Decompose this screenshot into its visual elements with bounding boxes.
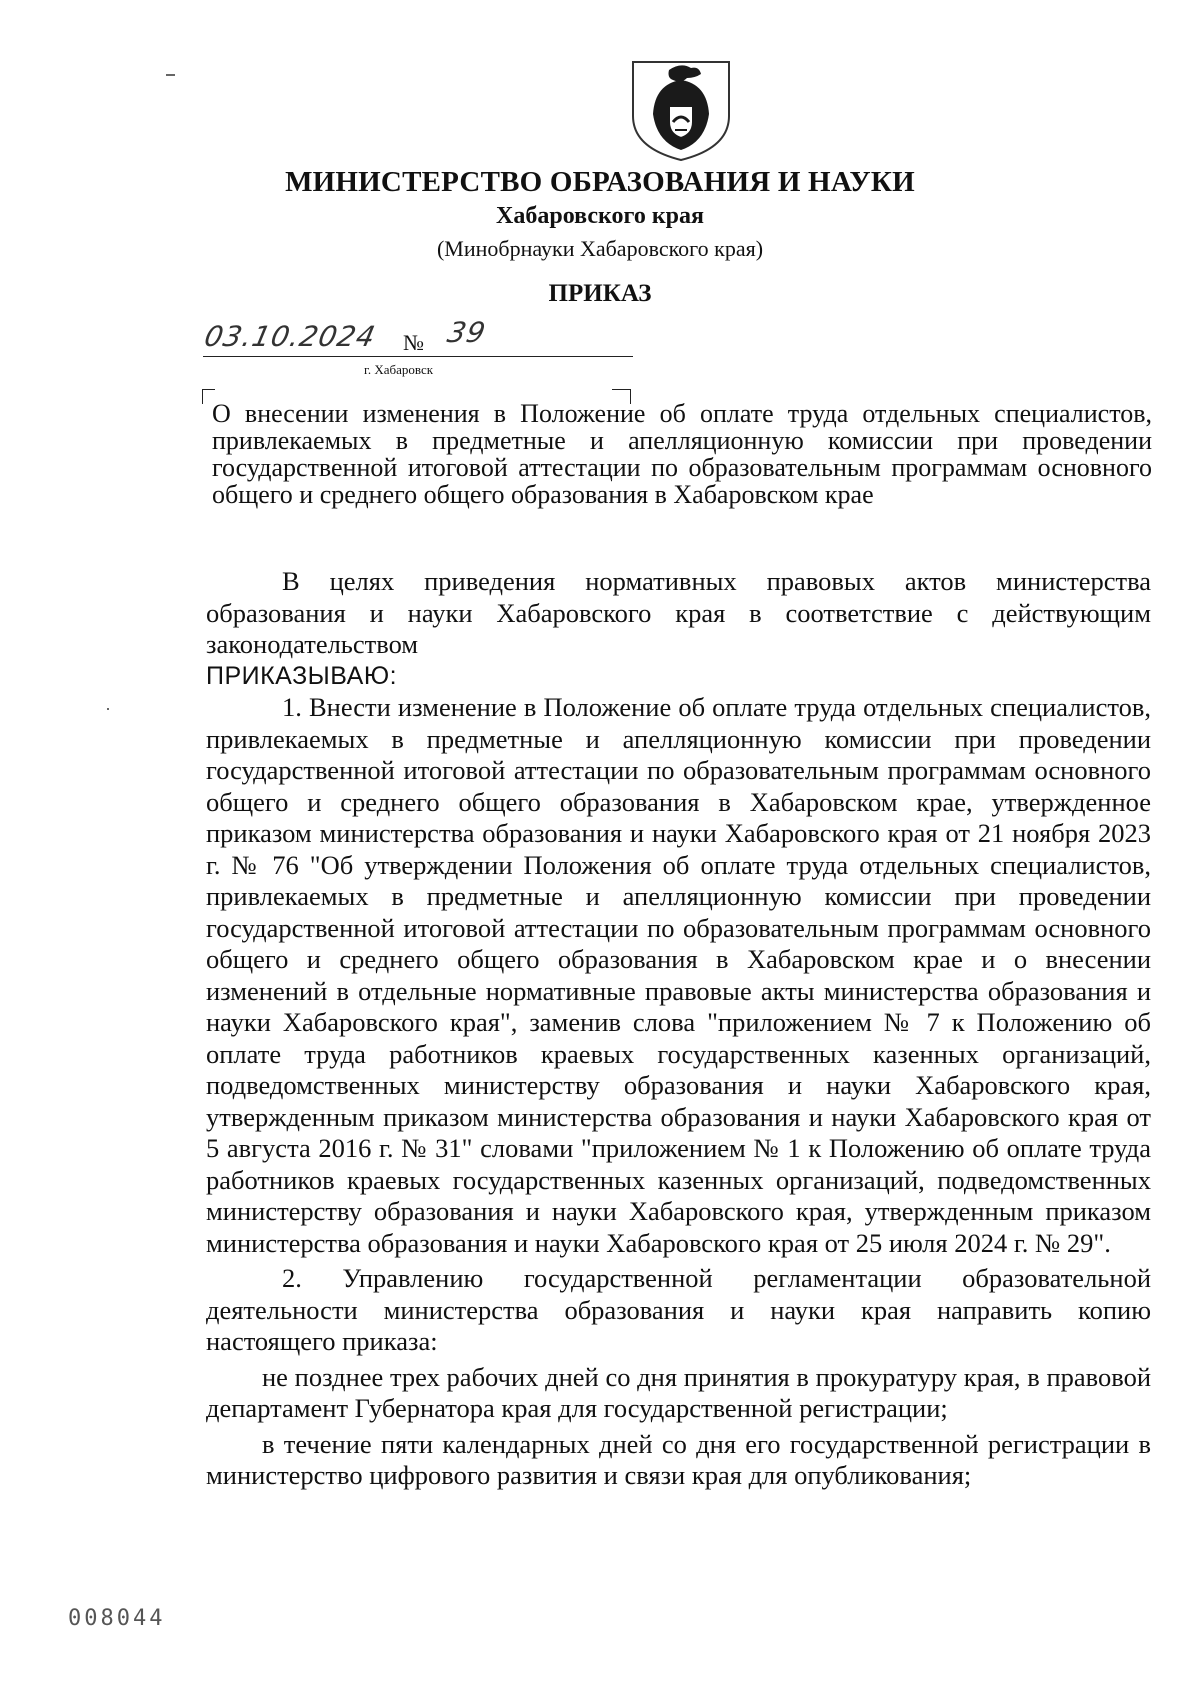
order-item-2-b: в течение пяти календарных дней со дня его государственной регистрации в министерство цифрового развития и связи края для опубликования;: [206, 1428, 1151, 1490]
scan-speck: [107, 708, 109, 710]
order-title: ПРИКАЗ: [548, 280, 652, 307]
order-number-label: №: [403, 330, 424, 355]
order-item-2-a: не позднее трех рабочих дней со дня принятия в прокуратуру края, в правовой департамент Губернатора края для государственной регистрации;: [206, 1361, 1151, 1423]
order-body: [206, 566, 1151, 1492]
scan-speck: [166, 74, 175, 76]
order-item-1: 1. Внести изменение в Положение об оплате труда отдельных специалистов, привлекаемых в предметные и апелляционную комиссии при проведении государственной итоговой аттестации по образовательным программам основного общего и среднего общего образования в Хабаровском крае, утвержденное приказом министерства образования и науки Хабаровского края от 21 ноября 2023 г. № 76 "Об утверждении Положения об оплате труда отдельных специалистов, привлекаемых в предметные и апелляционную комиссии при проведении государственной итоговой аттестации по образовательным программам основного общего и среднего общего образования в Хабаровском крае и о внесении изменений в отдельные нормативные правовые акты министерства образования и науки Хабаровского края", заменив слова "приложением № 7 к Положению об оплате труда работников краевых государственных казенных организаций, подведомственных министерству образования и науки Хабаровского края, утвержденным приказом министерства образования и науки Хабаровского края от 5 августа 2016 г. № 31" словами "приложением № 1 к Положению об оплате труда работников краевых государственных казенных организаций, подведомственных министерству образования и науки Хабаровского края, утвержденным приказом министерства образования и науки Хабаровского края от 25 июля 2024 г. № 29".: [206, 692, 1151, 1258]
ministry-region: Хабаровского края: [496, 203, 704, 229]
order-number: 39: [444, 316, 490, 349]
order-item-2: 2. Управлению государственной регламентации образовательной деятельности министерства образования и науки края направить копию настоящего приказа:: [206, 1263, 1151, 1356]
order-date-number-line: [201, 316, 633, 357]
preamble: В целях приведения нормативных правовых актов министерства образования и науки Хабаровского края в соответствие с действующим законодательством: [206, 566, 1151, 659]
ministry-name: МИНИСТЕРСТВО ОБРАЗОВАНИЯ И НАУКИ: [285, 166, 915, 198]
ministry-short-name: (Минобрнауки Хабаровского края): [436, 236, 764, 261]
order-date: 03.10.2024: [201, 320, 379, 353]
document-serial-code: 008044: [68, 1606, 166, 1631]
order-word: ПРИКАЗЫВАЮ:: [206, 661, 398, 690]
coat-of-arms-icon: [629, 56, 733, 164]
order-city: г. Хабаровск: [364, 362, 434, 377]
order-subject: О внесении изменения в Положение об оплате труда отдельных специалистов, привлекаемых в предметные и апелляционную комиссии при проведении государственной итоговой аттестации по образовательным программам основного общего и среднего общего образования в Хабаровском крае: [212, 399, 1152, 509]
